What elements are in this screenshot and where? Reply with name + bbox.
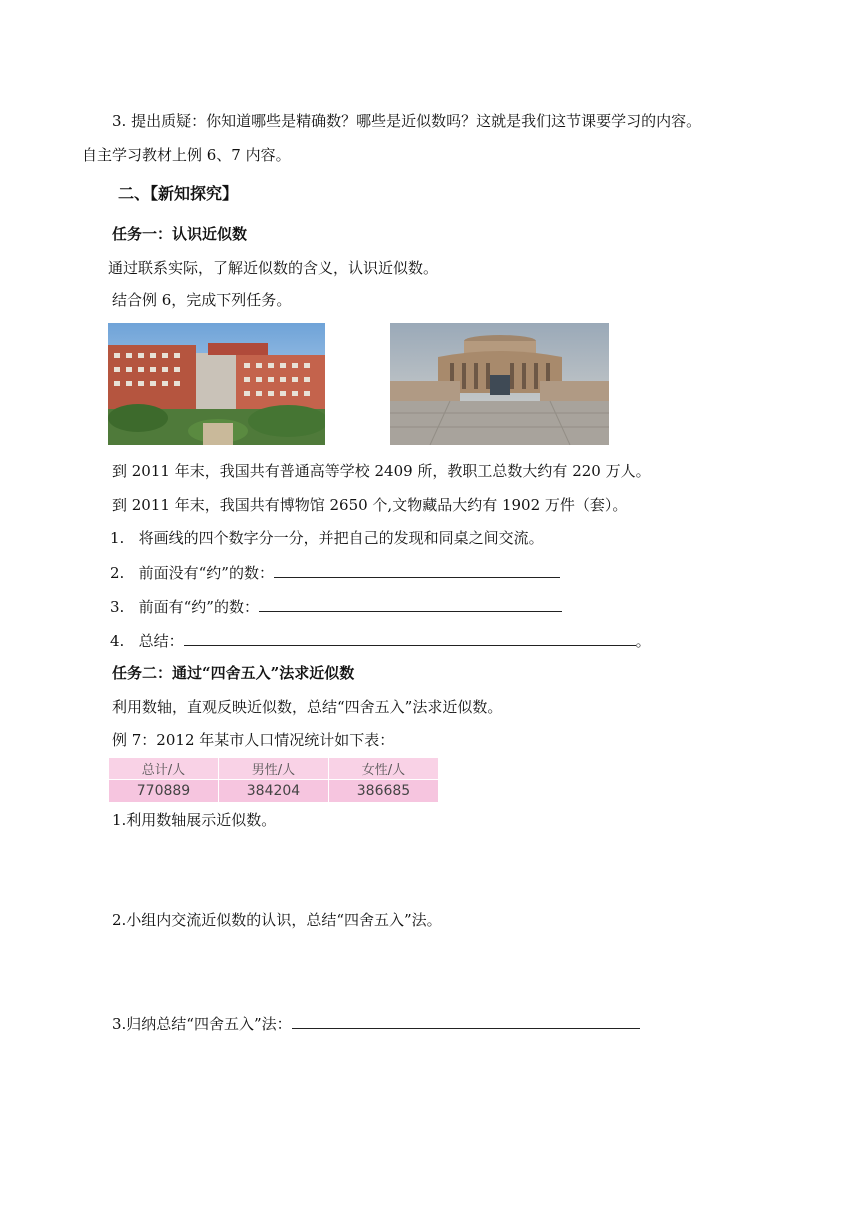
answer-blank[interactable] [184, 631, 636, 646]
item-text: 前面有“约”的数： [138, 598, 259, 616]
item-number: 2. [110, 564, 125, 582]
task1-title: 任务一：认识近似数 [112, 225, 248, 243]
university-image [108, 323, 325, 445]
university-photo [108, 323, 325, 445]
question-3 [112, 1014, 640, 1034]
answer-blank[interactable] [292, 1014, 640, 1029]
item-number: 1. [110, 529, 125, 547]
header-total: 总计/人 [109, 758, 219, 780]
fact-universities: 到 2011 年末，我国共有普通高等学校 2409 所，教职工总数大约有 220 万人。 [112, 462, 651, 480]
answer-blank[interactable] [259, 597, 562, 612]
intro-line-2: 自主学习教材上例 6、7 内容。 [82, 146, 291, 164]
item-text: 前面没有“约”的数： [138, 564, 274, 582]
intro-line-1: 3. 提出质疑：你知道哪些是精确数？哪些是近似数吗？这就是我们这节课要学习的内容。 [112, 112, 702, 130]
item-number: 4. [110, 632, 125, 650]
item-text: 总结： [138, 632, 184, 650]
value-total: 770889 [109, 780, 219, 803]
task2-title: 任务二：通过“四舍五入”法求近似数 [112, 664, 355, 682]
item-end-punct: 。 [635, 632, 651, 650]
fact-museums: 到 2011 年末，我国共有博物馆 2650 个,文物藏品大约有 1902 万件（套）。 [112, 496, 628, 514]
question-1: 1.利用数轴展示近似数。 [112, 811, 277, 829]
museum-photo [390, 323, 609, 445]
population-table [108, 757, 439, 803]
task2-description: 利用数轴，直观反映近似数，总结“四舍五入”法求近似数。 [112, 698, 503, 716]
task1-item-3 [110, 597, 562, 617]
question-3-text: 3.归纳总结“四舍五入”法： [112, 1015, 292, 1033]
answer-blank[interactable] [274, 563, 560, 578]
task1-description: 通过联系实际，了解近似数的含义，认识近似数。 [108, 259, 439, 277]
item-text: 将画线的四个数字分一分，并把自己的发现和同桌之间交流。 [138, 529, 544, 547]
section-title: 二、【新知探究】 [118, 184, 239, 203]
table-header-row [109, 758, 439, 780]
task1-item-1 [110, 528, 544, 548]
value-male: 384204 [219, 780, 329, 803]
value-female: 386685 [329, 780, 439, 803]
header-female: 女性/人 [329, 758, 439, 780]
header-male: 男性/人 [219, 758, 329, 780]
museum-image [390, 323, 609, 445]
task1-item-2 [110, 563, 560, 583]
table-row [109, 780, 439, 803]
example-7-caption: 例 7：2012 年某市人口情况统计如下表： [112, 731, 395, 749]
item-number: 3. [110, 598, 125, 616]
task1-instruction: 结合例 6，完成下列任务。 [112, 291, 292, 309]
question-2: 2.小组内交流近似数的认识，总结“四舍五入”法。 [112, 911, 442, 929]
task1-item-4 [110, 631, 651, 651]
